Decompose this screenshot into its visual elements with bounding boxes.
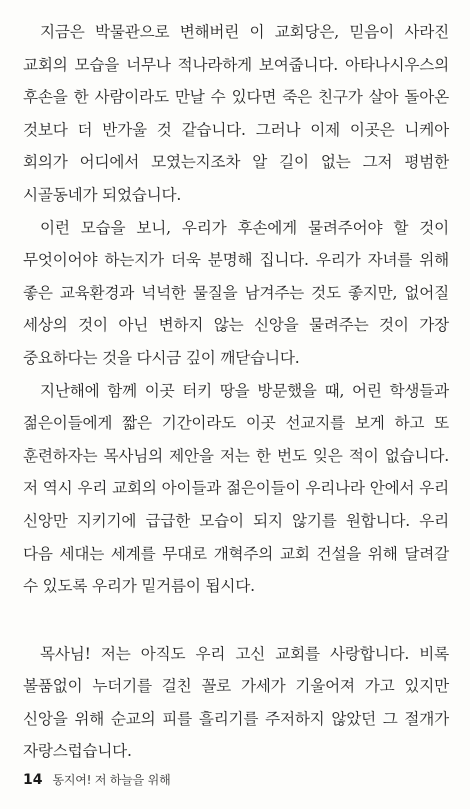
section-gap: [23, 603, 449, 638]
paragraph: 지금은 박물관으로 변해버린 이 교회당은, 믿음이 사라진 교회의 모습을 너무나 적나라하게 보여줍니다. 아타나시우스의 후손을 한 사람이라도 만날 수 있다면 죽은 친구가 살아 돌아온 것보다 더 반가울 것 같습니다. 그러나 이제 이곳은 니케아 회의가 어디에서 모였는지조차 알 길이 없는 그저 평범한 시골동네가 되었습니다.: [23, 23, 449, 204]
page-number: 14: [23, 772, 43, 788]
page-footer: [23, 771, 170, 788]
running-title: 동지여! 저 하늘을 위해: [52, 773, 171, 787]
paragraph: 지난해에 함께 이곳 터키 땅을 방문했을 때, 어린 학생들과 젊은이들에게 짧은 기간이라도 이곳 선교지를 보게 하고 또 훈련하자는 목사님의 제안을 저는 한 번도 잊은 적이 없습니다. 저 역시 우리 교회의 아이들과 젊은이들이 우리나라 안에서 우리 신앙만 지키기에 급급한 모습이 되지 않기를 원합니다. 우리 다음 세대는 세계를 무대로 개혁주의 교회 건설을 위해 달려갈 수 있도록 우리가 밑거름이 됩시다.: [23, 381, 449, 596]
page-body: [23, 16, 449, 768]
paragraph: 목사님! 저는 아직도 우리 고신 교회를 사랑합니다. 비록 볼품없이 누더기를 걸친 꼴로 가세가 기울어져 가고 있지만 신앙을 위해 순교의 피를 흘리기를 주저하지 않았던 그 절개가 자랑스럽습니다.: [23, 644, 449, 761]
paragraph: 이런 모습을 보니, 우리가 후손에게 물려주어야 할 것이 무엇이어야 하는지가 더욱 분명해 집니다. 우리가 자녀를 위해 좋은 교육환경과 넉넉한 물질을 남겨주는 것도 좋지만, 없어질 세상의 것이 아닌 변하지 않는 신앙을 물려주는 것이 가장 중요하다는 것을 다시금 깊이 깨닫습니다.: [23, 218, 449, 367]
